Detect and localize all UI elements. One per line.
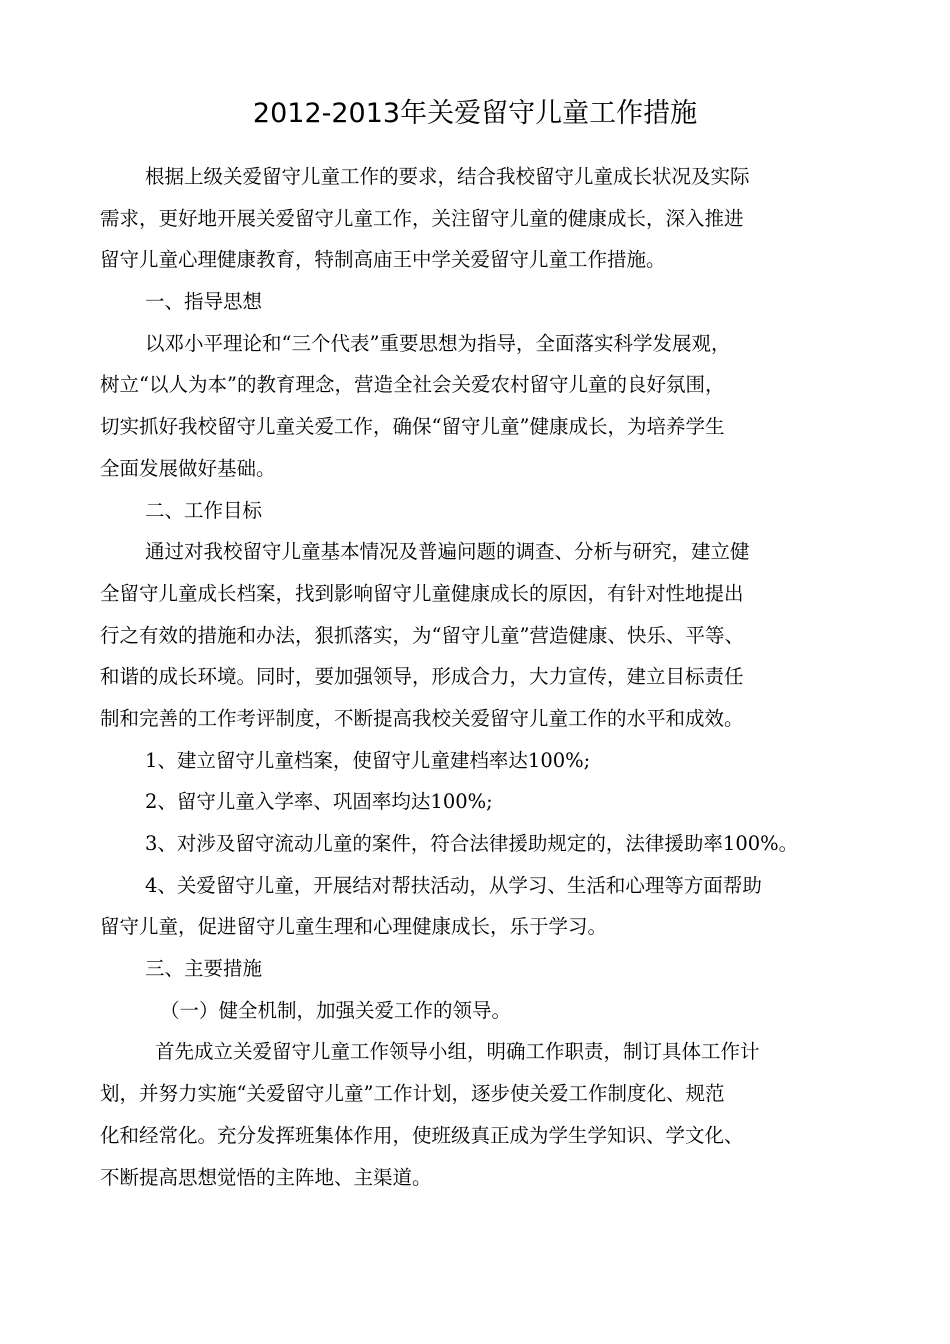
body-line: 通过对我校留守儿童基本情况及普遍问题的调查、分析与研究，建立健	[145, 540, 750, 564]
body-line: 不断提高思想觉悟的主阵地、主渠道。	[100, 1165, 432, 1189]
list-item: 4、关爱留守儿童，开展结对帮扶活动，从学习、生活和心理等方面帮助	[145, 873, 762, 897]
body-line: 树立“以人为本”的教育理念，营造全社会关爱农村留守儿童的良好氛围，	[100, 373, 725, 397]
body-line: 留守儿童，促进留守儿童生理和心理健康成长，乐于学习。	[100, 915, 608, 939]
list-item: 3、对涉及留守流动儿童的案件，符合法律援助规定的，法律援助率100%。	[145, 832, 799, 855]
body-line: 首先成立关爱留守儿童工作领导小组，明确工作职责，制订具体工作计	[155, 1040, 760, 1064]
section-heading: 一、指导思想	[145, 290, 263, 314]
list-item: 1、建立留守儿童档案，使留守儿童建档率达100%;	[145, 748, 591, 772]
body-line: 根据上级关爱留守儿童工作的要求，结合我校留守儿童成长状况及实际	[145, 165, 750, 188]
body-line: 和谐的成长环境。同时，要加强领导，形成合力，大力宣传，建立目标责任	[100, 665, 744, 689]
body-line: 制和完善的工作考评制度，不断提高我校关爱留守儿童工作的水平和成效。	[100, 706, 744, 730]
body-line: 化和经常化。充分发挥班集体作用，使班级真正成为学生学知识、学文化、	[100, 1123, 744, 1147]
body-line: 划，并努力实施“关爱留守儿童”工作计划，逐步使关爱工作制度化、规范	[100, 1082, 725, 1106]
section-heading: 二、工作目标	[145, 498, 263, 522]
section-heading: 三、主要措施	[145, 957, 263, 981]
document-body	[100, 156, 860, 1198]
body-line: 以邓小平理论和“三个代表”重要思想为指导，全面落实科学发展观，	[145, 331, 731, 355]
list-item: 2、留守儿童入学率、巩固率均达100%;	[145, 790, 493, 814]
body-line: 切实抓好我校留守儿童关爱工作，确保“留守儿童”健康成长，为培养学生	[100, 415, 725, 439]
body-line: 留守儿童心理健康教育，特制高庙王中学关爱留守儿童工作措施。	[100, 248, 666, 272]
body-line: 行之有效的措施和办法，狠抓落实，为“留守儿童”营造健康、快乐、平等、	[100, 623, 744, 647]
body-line: 全留守儿童成长档案，找到影响留守儿童健康成长的原因，有针对性地提出	[100, 581, 744, 605]
body-line: 全面发展做好基础。	[100, 456, 276, 480]
document-title: 2012-2013年关爱留守儿童工作措施	[252, 98, 698, 129]
subsection-heading: （一）健全机制，加强关爱工作的领导。	[160, 998, 512, 1022]
body-line: 需求，更好地开展关爱留守儿童工作，关注留守儿童的健康成长，深入推进	[100, 206, 744, 230]
